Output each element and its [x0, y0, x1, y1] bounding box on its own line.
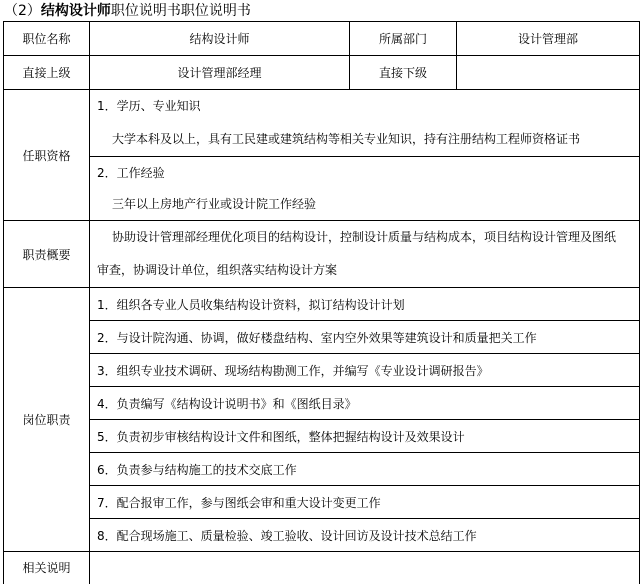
label-summary: 职责概要 [4, 221, 90, 288]
section-title-rest: 职位说明书职位说明书 [110, 3, 251, 19]
cell-summary [90, 221, 640, 288]
section-number: （2） [4, 3, 41, 19]
job-description-table [3, 21, 640, 584]
duty-item-8: 8．配合现场施工、质量检验、竣工验收、设计回访及设计技术总结工作 [90, 519, 640, 552]
row-notes [4, 552, 640, 584]
duty-item-2: 2．与设计院沟通、协调，做好楼盘结构、室内空外效果等建筑设计和质量把关工作 [90, 321, 640, 354]
label-notes: 相关说明 [4, 552, 90, 584]
cell-experience [90, 157, 640, 221]
duty-item-4: 4．负责编写《结构设计说明书》和《图纸目录》 [90, 387, 640, 420]
summary-line-2: 审查，协调设计单位，组织落实结构设计方案 [97, 263, 338, 277]
section-title-bold: 结构设计师 [40, 3, 111, 19]
row-reporting [4, 56, 640, 90]
experience-text: 三年以上房地产行业或设计院工作经验 [112, 196, 317, 211]
value-department: 设计管理部 [457, 22, 640, 56]
experience-title: 2．工作经验 [97, 165, 165, 180]
summary-line-1: 协助设计管理部经理优化项目的结构设计，控制设计质量与结构成本，项目结构设计管理及图纸 [112, 230, 617, 244]
duty-item-6: 6．负责参与结构施工的技术交底工作 [90, 453, 640, 486]
label-qualifications: 任职资格 [4, 90, 90, 221]
row-experience [4, 157, 640, 221]
row-basic-info [4, 22, 640, 56]
education-title: 1．学历、专业知识 [97, 99, 201, 113]
label-duties: 岗位职责 [4, 288, 90, 552]
education-text: 大学本科及以上，具有工民建或建筑结构等相关专业知识，持有注册结构工程师资格证书 [112, 132, 581, 146]
label-department: 所属部门 [350, 22, 457, 56]
duty-row [4, 486, 640, 519]
duty-row [4, 519, 640, 552]
duty-item-1: 1．组织各专业人员收集结构设计资料，拟订结构设计计划 [90, 288, 640, 321]
label-position: 职位名称 [4, 22, 90, 56]
row-education [4, 90, 640, 157]
value-superior: 设计管理部经理 [90, 56, 350, 90]
value-subordinate [457, 56, 640, 90]
row-summary [4, 221, 640, 288]
cell-education [90, 90, 640, 157]
section-heading [4, 1, 251, 21]
label-subordinate: 直接下级 [350, 56, 457, 90]
duty-row [4, 420, 640, 453]
duty-row [4, 354, 640, 387]
duty-row [4, 288, 640, 321]
label-superior: 直接上级 [4, 56, 90, 90]
value-position: 结构设计师 [90, 22, 350, 56]
duty-row [4, 387, 640, 420]
duty-item-7: 7．配合报审工作，参与图纸会审和重大设计变更工作 [90, 486, 640, 519]
duty-item-3: 3．组织专业技术调研、现场结构勘测工作，并编写《专业设计调研报告》 [90, 354, 640, 387]
duty-row [4, 453, 640, 486]
duty-item-5: 5．负责初步审核结构设计文件和图纸，整体把握结构设计及效果设计 [90, 420, 640, 453]
duty-row [4, 321, 640, 354]
value-notes [90, 552, 640, 584]
